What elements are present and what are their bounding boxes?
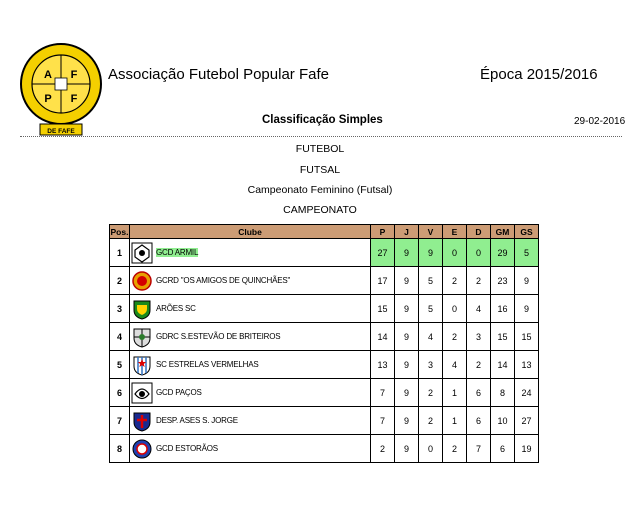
row-pos: 6	[110, 379, 130, 407]
row-lost: 7	[467, 435, 491, 463]
table-header-row	[110, 225, 539, 239]
estoraos-badge-icon	[131, 438, 153, 460]
row-pos: 1	[110, 239, 130, 267]
row-club	[130, 323, 371, 351]
row-points: 13	[371, 351, 395, 379]
row-pos: 2	[110, 267, 130, 295]
row-won: 2	[419, 407, 443, 435]
row-pos: 4	[110, 323, 130, 351]
row-played: 9	[395, 379, 419, 407]
row-won: 5	[419, 295, 443, 323]
table-row	[110, 435, 539, 463]
sjorge-badge-icon	[131, 410, 153, 432]
row-won: 4	[419, 323, 443, 351]
aroes-badge-icon	[131, 298, 153, 320]
col-header-drawn: E	[443, 225, 467, 239]
col-header-goals-for: GM	[491, 225, 515, 239]
row-goals-for: 16	[491, 295, 515, 323]
row-lost: 6	[467, 379, 491, 407]
row-lost: 2	[467, 351, 491, 379]
row-drawn: 2	[443, 323, 467, 351]
estrelas-badge-icon	[131, 354, 153, 376]
svg-text:A: A	[44, 69, 52, 81]
row-goals-for: 8	[491, 379, 515, 407]
row-lost: 4	[467, 295, 491, 323]
svg-text:F: F	[70, 69, 78, 81]
row-pos: 7	[110, 407, 130, 435]
row-drawn: 2	[443, 267, 467, 295]
row-points: 17	[371, 267, 395, 295]
row-pos: 8	[110, 435, 130, 463]
row-goals-against: 5	[515, 239, 539, 267]
row-lost: 6	[467, 407, 491, 435]
phase-label: CAMPEONATO	[283, 204, 357, 216]
svg-text:P: P	[44, 93, 52, 105]
club-name: GDRC S.ESTEVÃO DE BRITEIROS	[156, 332, 281, 341]
sport-label: FUTEBOL	[295, 143, 345, 155]
row-points: 15	[371, 295, 395, 323]
armil-badge-icon	[131, 242, 153, 264]
organization-name: Associação Futebol Popular Fafe	[108, 66, 329, 83]
report-date: 29-02-2016	[574, 116, 626, 127]
row-club	[130, 379, 371, 407]
club-name: SC ESTRELAS VERMELHAS	[156, 360, 259, 369]
row-club	[130, 239, 371, 267]
standings-table	[109, 224, 539, 463]
row-won: 2	[419, 379, 443, 407]
row-played: 9	[395, 239, 419, 267]
row-pos: 3	[110, 295, 130, 323]
row-played: 9	[395, 295, 419, 323]
row-drawn: 1	[443, 407, 467, 435]
season-label: Época 2015/2016	[480, 66, 598, 83]
row-played: 9	[395, 323, 419, 351]
row-goals-against: 19	[515, 435, 539, 463]
table-row	[110, 323, 539, 351]
row-club	[130, 267, 371, 295]
row-goals-for: 23	[491, 267, 515, 295]
row-played: 9	[395, 351, 419, 379]
row-drawn: 4	[443, 351, 467, 379]
row-points: 2	[371, 435, 395, 463]
table-row	[110, 351, 539, 379]
row-points: 14	[371, 323, 395, 351]
row-drawn: 1	[443, 379, 467, 407]
svg-text:DE FAFE: DE FAFE	[47, 128, 75, 135]
row-goals-against: 13	[515, 351, 539, 379]
row-goals-against: 9	[515, 267, 539, 295]
row-played: 9	[395, 407, 419, 435]
row-goals-against: 9	[515, 295, 539, 323]
row-club	[130, 407, 371, 435]
association-logo	[18, 40, 104, 138]
row-won: 9	[419, 239, 443, 267]
row-lost: 2	[467, 267, 491, 295]
row-drawn: 0	[443, 295, 467, 323]
club-name: GCRD "OS AMIGOS DE QUINCHÃES"	[156, 276, 291, 285]
row-goals-for: 15	[491, 323, 515, 351]
quinchaes-badge-icon	[131, 270, 153, 292]
col-header-won: V	[419, 225, 443, 239]
table-row	[110, 295, 539, 323]
row-goals-against: 15	[515, 323, 539, 351]
club-name: GCD ESTORÃOS	[156, 444, 218, 453]
club-name: ARÕES SC	[156, 304, 196, 313]
row-club	[130, 351, 371, 379]
pacos-badge-icon	[131, 382, 153, 404]
row-club	[130, 295, 371, 323]
row-points: 27	[371, 239, 395, 267]
row-drawn: 2	[443, 435, 467, 463]
row-lost: 0	[467, 239, 491, 267]
row-played: 9	[395, 435, 419, 463]
row-points: 7	[371, 407, 395, 435]
col-header-club: Clube	[130, 225, 371, 239]
svg-text:F: F	[70, 93, 78, 105]
row-pos: 5	[110, 351, 130, 379]
briteiros-badge-icon	[131, 326, 153, 348]
row-won: 0	[419, 435, 443, 463]
dotted-divider	[20, 136, 622, 137]
club-name: GCD PAÇOS	[156, 388, 202, 397]
club-name: DESP. ASES S. JORGE	[156, 416, 238, 425]
row-played: 9	[395, 267, 419, 295]
discipline-label: FUTSAL	[299, 164, 341, 176]
row-drawn: 0	[443, 239, 467, 267]
competition-label: Campeonato Feminino (Futsal)	[247, 184, 393, 196]
row-won: 5	[419, 267, 443, 295]
col-header-lost: D	[467, 225, 491, 239]
row-points: 7	[371, 379, 395, 407]
row-goals-against: 24	[515, 379, 539, 407]
row-goals-for: 10	[491, 407, 515, 435]
club-name: GCD ARMIL	[156, 248, 199, 257]
table-row	[110, 379, 539, 407]
table-row	[110, 239, 539, 267]
table-row	[110, 267, 539, 295]
row-goals-for: 6	[491, 435, 515, 463]
col-header-goals-against: GS	[515, 225, 539, 239]
col-header-played: J	[395, 225, 419, 239]
row-goals-for: 14	[491, 351, 515, 379]
table-row	[110, 407, 539, 435]
report-title: Classificação Simples	[262, 114, 383, 126]
row-club	[130, 435, 371, 463]
row-lost: 3	[467, 323, 491, 351]
col-header-points: P	[371, 225, 395, 239]
row-won: 3	[419, 351, 443, 379]
row-goals-for: 29	[491, 239, 515, 267]
col-header-pos: Pos.	[110, 226, 129, 237]
row-goals-against: 27	[515, 407, 539, 435]
